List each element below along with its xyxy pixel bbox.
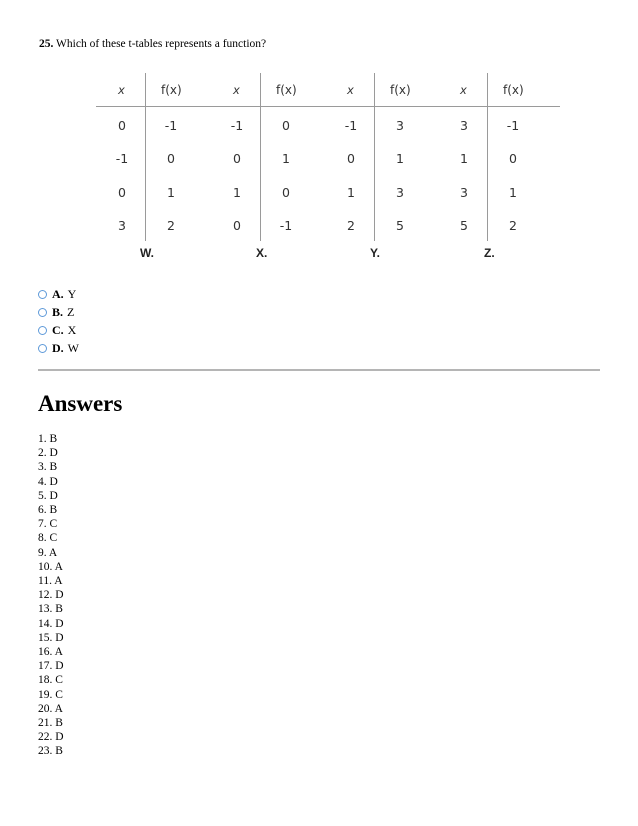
option-b[interactable] [38,303,79,321]
answers-heading: Answers [38,391,123,416]
table-label-y: Y. [370,246,381,260]
table-cell: 1 [282,151,290,166]
table-cell: 3 [396,118,404,133]
table-cell: -1 [164,118,178,133]
option-value: X [67,322,77,337]
table-cell: -1 [230,118,244,133]
answer-item: 6. B [38,504,58,517]
t-table-z [438,73,560,241]
option-value: Z [67,304,75,319]
table-divider-vertical [487,73,488,241]
option-value: W [67,340,79,355]
table-cell: 2 [347,218,355,233]
table-cell: 1 [396,151,404,166]
header-fx: f(x) [161,83,182,97]
answer-item: 9. A [38,546,58,559]
option-letter: C. [52,322,64,337]
option-c[interactable] [38,321,79,339]
table-cell: 2 [167,218,175,233]
question-prompt: Which of these t-tables represents a function? [56,38,267,50]
question-text [39,38,266,50]
option-d[interactable] [38,339,79,357]
header-fx: f(x) [390,83,411,97]
table-divider-horizontal [96,106,218,107]
answer-item: 19. C [38,688,63,701]
answer-options [38,285,79,357]
answer-item: 16. A [38,646,63,659]
table-cell: 3 [460,185,468,200]
header-x: x [118,83,125,97]
t-table-x [211,73,333,241]
table-cell: -1 [506,118,520,133]
answer-item: 18. C [38,674,63,687]
table-cell: -1 [344,118,358,133]
answer-item: 5. D [38,489,58,502]
answers-list [38,432,64,759]
header-x: x [347,83,354,97]
header-x: x [460,83,467,97]
answer-item: 8. C [38,532,58,545]
table-cell: 0 [167,151,175,166]
answer-item: 17. D [38,660,64,673]
table-label-x: X. [256,246,268,260]
table-label-w: W. [140,246,154,260]
table-label-z: Z. [484,246,495,260]
table-cell: 3 [396,185,404,200]
table-cell: 1 [347,185,355,200]
header-x: x [233,83,240,97]
table-cell: 0 [233,151,241,166]
answer-item: 22. D [38,731,64,744]
radio-icon[interactable] [38,326,47,335]
table-cell: 1 [233,185,241,200]
table-cell: 1 [167,185,175,200]
answer-item: 23. B [38,745,63,758]
option-value: Y [67,286,77,301]
answer-item: 21. B [38,717,63,730]
table-divider-horizontal [211,106,333,107]
answer-item: 11. A [38,575,63,588]
table-cell: 5 [396,218,404,233]
table-divider-horizontal [438,106,560,107]
header-fx: f(x) [276,83,297,97]
table-cell: 3 [460,118,468,133]
section-divider [38,369,600,371]
option-letter: A. [52,286,64,301]
radio-icon[interactable] [38,308,47,317]
table-cell: 2 [509,218,517,233]
answer-item: 3. B [38,461,58,474]
answer-item: 15. D [38,631,64,644]
option-letter: D. [52,340,64,355]
table-divider-vertical [145,73,146,241]
table-divider-horizontal [325,106,447,107]
answer-item: 20. A [38,702,63,715]
question-number: 25. [39,38,54,50]
radio-icon[interactable] [38,290,47,299]
answer-item: 10. A [38,560,63,573]
table-cell: 0 [282,118,290,133]
option-a[interactable] [38,285,79,303]
answer-item: 4. D [38,475,58,488]
option-letter: B. [52,304,64,319]
header-fx: f(x) [503,83,524,97]
answer-item: 13. B [38,603,63,616]
table-cell: -1 [279,218,293,233]
table-divider-vertical [260,73,261,241]
table-divider-vertical [374,73,375,241]
table-cell: 1 [460,151,468,166]
table-cell: -1 [115,151,129,166]
table-cell: 0 [233,218,241,233]
answer-item: 1. B [38,433,58,445]
table-cell: 1 [509,185,517,200]
table-cell: 3 [118,218,126,233]
t-table-y [325,73,447,241]
answer-item: 12. D [38,589,64,602]
table-cell: 0 [118,185,126,200]
table-cell: 0 [347,151,355,166]
table-cell: 0 [509,151,517,166]
table-cell: 5 [460,218,468,233]
t-table-w [96,73,218,241]
answer-item: 14. D [38,617,64,630]
answer-item: 7. C [38,518,58,531]
radio-icon[interactable] [38,344,47,353]
table-cell: 0 [282,185,290,200]
table-cell: 0 [118,118,126,133]
answer-item: 2. D [38,447,58,460]
